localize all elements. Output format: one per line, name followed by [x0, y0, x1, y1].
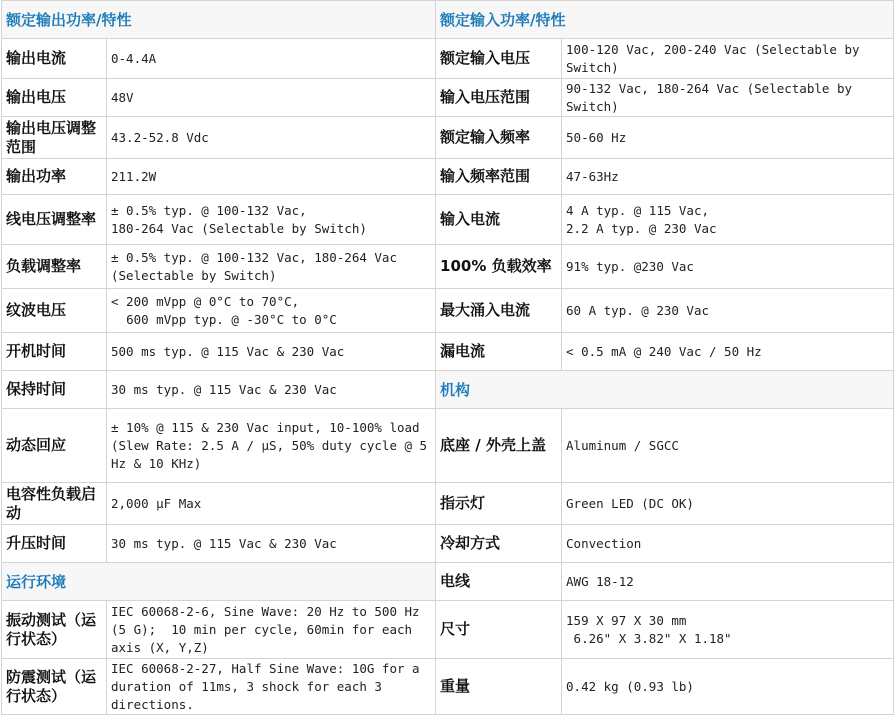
- row-label: 最大涌入电流: [436, 289, 562, 333]
- row-label: 100% 负载效率: [436, 245, 562, 289]
- row-label: 输出电压: [2, 79, 107, 117]
- row-value: 0-4.4A: [107, 39, 436, 79]
- row-label: 输出功率: [2, 159, 107, 195]
- table-row: [2, 563, 894, 601]
- row-label: 输入频率范围: [436, 159, 562, 195]
- table-row: [2, 159, 894, 195]
- row-label: 底座 / 外壳上盖: [436, 409, 562, 483]
- row-value: IEC 60068-2-6, Sine Wave: 20 Hz to 500 Hz (5 G); 10 min per cycle, 60min for each axis (X, Y,Z): [107, 601, 436, 659]
- row-label: 尺寸: [436, 601, 562, 659]
- table-row: [2, 483, 894, 525]
- row-label: 动态回应: [2, 409, 107, 483]
- row-label: 负载调整率: [2, 245, 107, 289]
- row-value: 159 X 97 X 30 mm 6.26" X 3.82" X 1.18": [562, 601, 894, 659]
- row-label: 保持时间: [2, 371, 107, 409]
- row-value: 211.2W: [107, 159, 436, 195]
- row-value: 48V: [107, 79, 436, 117]
- row-value: 4 A typ. @ 115 Vac, 2.2 A typ. @ 230 Vac: [562, 195, 894, 245]
- row-value: Convection: [562, 525, 894, 563]
- table-row: [2, 39, 894, 79]
- row-label: 电线: [436, 563, 562, 601]
- row-label: 冷却方式: [436, 525, 562, 563]
- row-value: 50-60 Hz: [562, 117, 894, 159]
- row-value: 2,000 μF Max: [107, 483, 436, 525]
- row-label: 输出电压调整范围: [2, 117, 107, 159]
- row-value: 60 A typ. @ 230 Vac: [562, 289, 894, 333]
- row-label: 输入电流: [436, 195, 562, 245]
- environment-section-heading: 运行环境: [2, 563, 436, 601]
- row-label: 输入电压范围: [436, 79, 562, 117]
- table-row: [2, 333, 894, 371]
- table-row: [2, 79, 894, 117]
- row-label: 额定输入电压: [436, 39, 562, 79]
- row-label: 额定输入频率: [436, 117, 562, 159]
- row-value: ± 0.5% typ. @ 100-132 Vac, 180-264 Vac (Selectable by Switch): [107, 245, 436, 289]
- row-label: 输出电流: [2, 39, 107, 79]
- row-label: 重量: [436, 659, 562, 715]
- table-row: [2, 525, 894, 563]
- row-label: 升压时间: [2, 525, 107, 563]
- row-value: 500 ms typ. @ 115 Vac & 230 Vac: [107, 333, 436, 371]
- row-value: 91% typ. @230 Vac: [562, 245, 894, 289]
- row-value: < 0.5 mA @ 240 Vac / 50 Hz: [562, 333, 894, 371]
- row-value: Aluminum / SGCC: [562, 409, 894, 483]
- row-value: ± 0.5% typ. @ 100-132 Vac, 180-264 Vac (Selectable by Switch): [107, 195, 436, 245]
- table-row: [2, 245, 894, 289]
- mechanism-section-heading: 机构: [436, 371, 894, 409]
- table-row: [2, 195, 894, 245]
- input-section-heading: 额定输入功率/特性: [436, 1, 894, 39]
- row-value: 43.2-52.8 Vdc: [107, 117, 436, 159]
- row-value: 47-63Hz: [562, 159, 894, 195]
- row-label: 纹波电压: [2, 289, 107, 333]
- row-label: 电容性负载启动: [2, 483, 107, 525]
- row-value: < 200 mVpp @ 0°C to 70°C, 600 mVpp typ. @ -30°C to 0°C: [107, 289, 436, 333]
- row-value: Green LED (DC OK): [562, 483, 894, 525]
- table-row: [2, 601, 894, 659]
- table-row: [2, 659, 894, 715]
- row-value: 30 ms typ. @ 115 Vac & 230 Vac: [107, 525, 436, 563]
- row-value: 90-132 Vac, 180-264 Vac (Selectable by Switch): [562, 79, 894, 117]
- row-value: 100-120 Vac, 200-240 Vac (Selectable by Switch): [562, 39, 894, 79]
- row-label: 指示灯: [436, 483, 562, 525]
- table-row: [2, 409, 894, 483]
- spec-table: [1, 0, 894, 715]
- row-value: 30 ms typ. @ 115 Vac & 230 Vac: [107, 371, 436, 409]
- table-row: [2, 117, 894, 159]
- row-label: 漏电流: [436, 333, 562, 371]
- output-section-heading: 额定输出功率/特性: [2, 1, 436, 39]
- row-label: 开机时间: [2, 333, 107, 371]
- row-label: 线电压调整率: [2, 195, 107, 245]
- row-label: 振动测试（运行状态）: [2, 601, 107, 659]
- row-label: 防震测试（运行状态）: [2, 659, 107, 715]
- table-row: [2, 289, 894, 333]
- row-value: AWG 18-12: [562, 563, 894, 601]
- table-row: [2, 1, 894, 39]
- table-row: [2, 371, 894, 409]
- row-value: 0.42 kg (0.93 lb): [562, 659, 894, 715]
- row-value: IEC 60068-2-27, Half Sine Wave: 10G for a duration of 11ms, 3 shock for each 3 directions.: [107, 659, 436, 715]
- row-value: ± 10% @ 115 & 230 Vac input, 10-100% load (Slew Rate: 2.5 A / μS, 50% duty cycle @ 5 Hz & 10 KHz): [107, 409, 436, 483]
